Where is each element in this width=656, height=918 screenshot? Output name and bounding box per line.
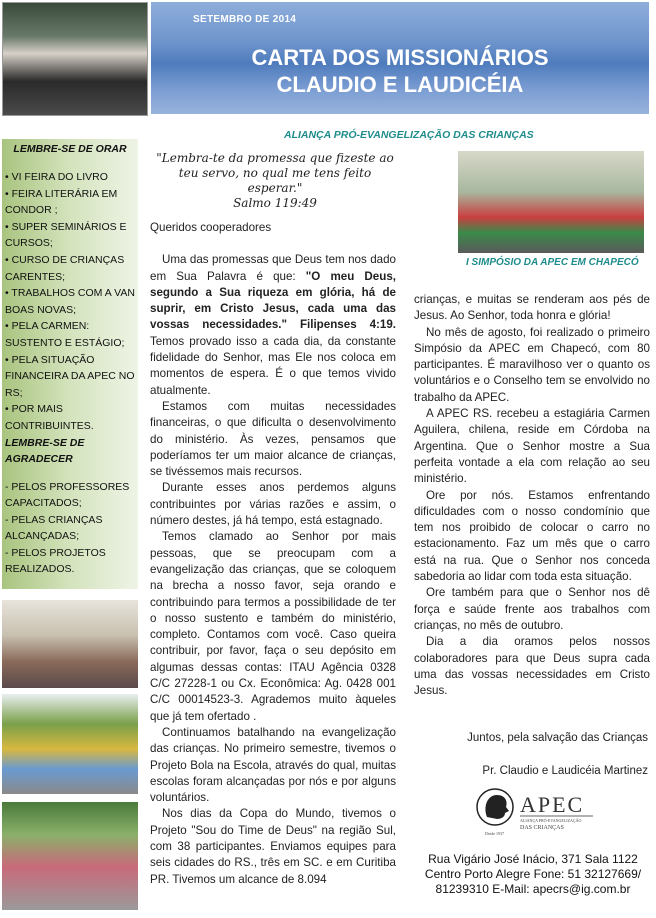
event-photo-3 — [2, 802, 138, 910]
pray-list — [5, 169, 135, 435]
paragraph: Temos clamado ao Senhor por mais pessoas, que se preocupam com a evangelização das crianças, que se coloquem na brecha a nosso favor, seja orando e contribuindo para termos a possibilidade de ter o nosso sustento e também do ministério, completo. Contamos com você. Caso queira contribuir, por favor, faça o seu depósito em algumas dessas contas: ITAU Agência 0328 C/C 27228-1 ou Cx. Econômica: Ag. 0428 001 C/C 00014523-3. Agrademos muito àqueles que já tem ofertado . — [150, 530, 396, 723]
event-photo-1 — [2, 600, 138, 688]
paragraph: Nos dias da Copa do Mundo, tivemos o Projeto "Sou do Time de Deus" na região Sul, com 38 participantes. Enviamos equipes para seis cidades do RS., três em SC. e em Curitiba PR. Tivemos um alcance de 8.094 — [150, 807, 396, 886]
paragraph: No mês de agosto, foi realizado o primeiro Simpósio da APEC em Chapecó, com 80 participantes. É maravilhoso ver o quanto os voluntários e o Conselho tem se envolvido no trabalho da APEC. — [414, 325, 650, 404]
event-photo-2 — [2, 694, 138, 794]
list-item: - PELOS PROJETOS REALIZADOS. — [5, 546, 106, 576]
apec-logo — [475, 787, 635, 837]
list-item: • PELA SITUAÇÃO FINANCEIRA DA APEC NO RS; — [5, 353, 135, 399]
paragraph: A APEC RS. recebeu a estagiária Carmen Aguilera, chilena, reside em Córdoba na Argentina. Que o Senhor mostre a Sua perfeita vontade a ela com relação ao seu ministério. — [414, 407, 650, 486]
symposium-photo — [458, 151, 644, 253]
address-line: Centro Porto Alegre Fone: 51 32127669/ — [424, 867, 642, 881]
issue-date: SETEMBRO DE 2014 — [193, 14, 297, 25]
svg-text:Desde 1937: Desde 1937 — [485, 831, 504, 836]
page-title — [151, 44, 649, 98]
address-line: Rua Vigário José Inácio, 371 Sala 1122 — [428, 852, 638, 866]
contact-address — [418, 852, 648, 897]
list-item: • PELA CARMEN: SUSTENTO E ESTÁGIO; — [5, 320, 125, 349]
svg-text:ALIANÇA PRÓ-EVANGELIZAÇÃO: ALIANÇA PRÓ-EVANGELIZAÇÃO — [520, 818, 582, 823]
title-line-2: CLAUDIO E LAUDICÉIA — [276, 72, 524, 97]
list-item: • POR MAIS CONTRIBUINTES. — [5, 403, 94, 432]
letter-column-right — [414, 292, 650, 699]
quote-reference: Salmo 119:49 — [233, 196, 317, 210]
paragraph: Dia a dia oramos pelos nossos colaboradores para que Deus supra cada uma das vossas necessidades em Cristo Jesus. — [414, 635, 650, 698]
list-item: • VI FEIRA DO LIVRO — [5, 171, 108, 183]
list-item: - PELAS CRIANÇAS ALCANÇADAS; — [5, 513, 103, 543]
paragraph: crianças, e muitas se renderam aos pés de Jesus. Ao Senhor, toda honra e glória! — [414, 293, 650, 323]
photo-caption: I SIMPÓSIO DA APEC EM CHAPECÓ — [466, 257, 639, 268]
header-banner — [151, 2, 649, 114]
apec-logo-icon — [475, 787, 635, 837]
paragraph: Uma das promessas que Deus tem nos dado em Sua Palavra é que: "O meu Deus, segundo a Sua riqueza em glória, há de suprir, em Cristo Jesus, cada uma das vossas necessidades." Filipenses 4:19. Temos provado isso a cada dia, da constante fidelidade do Senhor, mas Ele nos coloca em momentos de espera. É o que temos vivido atualmente. — [150, 253, 396, 397]
list-item: • CURSO DE CRIANÇAS CARENTES; — [5, 253, 125, 283]
bible-quote — [150, 151, 400, 211]
list-item: • SUPER SEMINÁRIOS E CURSOS; — [5, 220, 127, 250]
list-item: - PELOS PROFESSORES CAPACITADOS; — [5, 480, 130, 510]
svg-text:DAS CRIANÇAS: DAS CRIANÇAS — [520, 825, 564, 831]
title-line-1: CARTA DOS MISSIONÁRIOS — [251, 45, 549, 70]
paragraph: Durante esses anos perdemos alguns contribuintes por várias razões e assim, o número destes, já há tempo, está estagnado. — [150, 481, 396, 528]
thank-list — [5, 479, 135, 579]
closing: Juntos, pela salvação das Crianças — [467, 732, 648, 744]
letter-column-left — [150, 220, 396, 888]
paragraph: Ore também para que o Senhor nos dê força e saúde frente aos trabalhos com crianças, no mês de outubro. — [414, 586, 650, 632]
quote-text: "Lembra-te da promessa que fizeste ao teu servo, no qual me tens feito esperar." — [156, 151, 394, 195]
paragraph: Estamos com muitas necessidades financeiras, o que dificulta o desenvolvimento do ministério. Às vezes, pensamos que poderíamos ter um maior alcance de crianças, se tivéssemos mais recursos. — [150, 399, 396, 479]
svg-text:APEC: APEC — [520, 792, 585, 817]
paragraph: Continuamos batalhando na evangelização das crianças. No primeiro semestre, tivemos o Projeto Bola na Escola, através do qual, muitas escolas foram alcançadas por nós e por alguns voluntários. — [150, 725, 396, 805]
list-item: • FEIRA LITERÁRIA EM CONDOR ; — [5, 187, 118, 217]
paragraph: Ore por nós. Estamos enfrentando dificuldades com o nosso condomínio que tem nos proibido de colocar o carro no estacionamento. Faz um mês que o carro está na rua. Que o Senhor nos conceda sabedoria ao lidar com toda esta situação. — [414, 488, 650, 584]
prayer-sidebar — [2, 139, 138, 589]
address-line: 81239310 E-Mail: apecrs@ig.com.br — [435, 882, 631, 896]
greeting: Queridos cooperadores — [150, 221, 272, 234]
subtitle: ALIANÇA PRÓ-EVANGELIZAÇÃO DAS CRIANÇAS — [284, 129, 534, 141]
list-item: • TRABALHOS COM A VAN BOAS NOVAS; — [5, 287, 135, 316]
missionaries-group-photo — [2, 2, 148, 116]
signature: Pr. Claudio e Laudicéia Martinez — [482, 765, 648, 777]
thank-heading: LEMBRE-SE DE AGRADECER — [5, 436, 85, 465]
pray-heading: LEMBRE-SE DE ORAR — [13, 143, 127, 155]
